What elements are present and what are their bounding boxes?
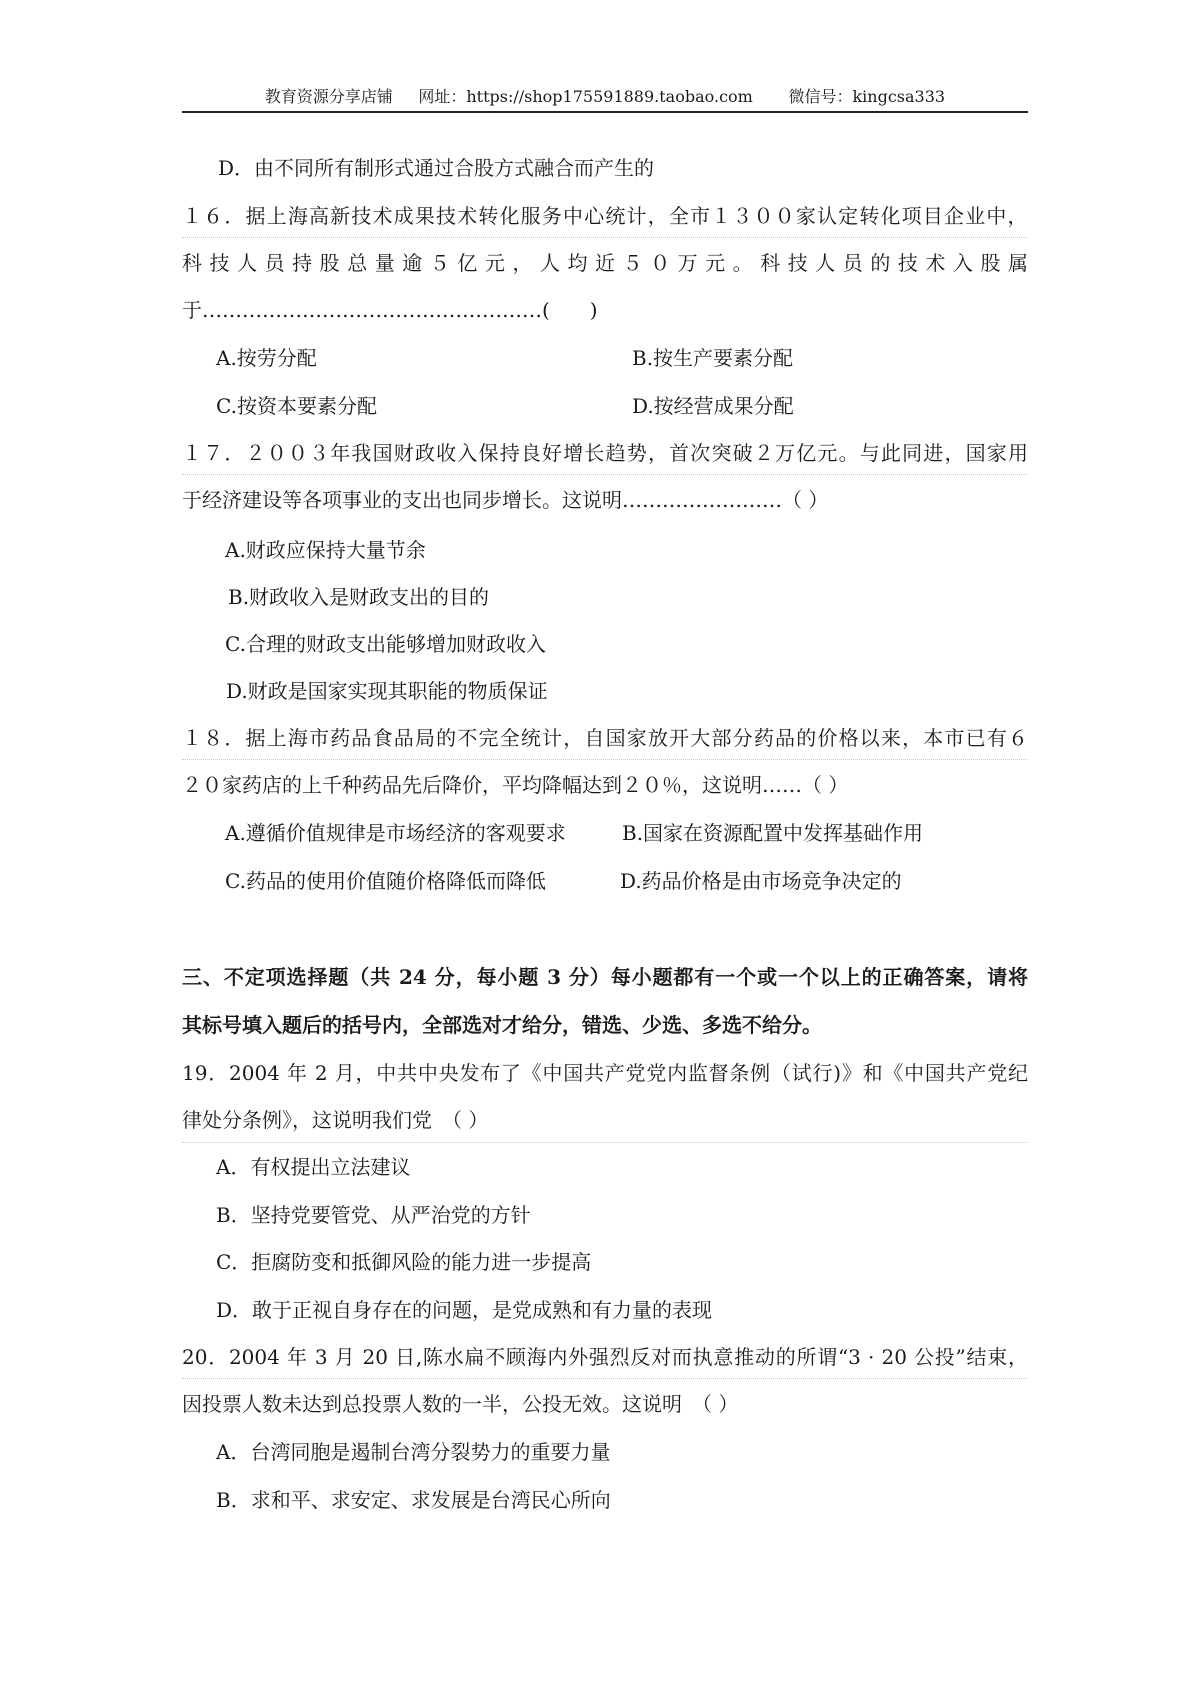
dotted-rule (182, 1378, 1028, 1379)
q18-option-d: D.药品价格是由市场竞争决定的 (620, 869, 902, 893)
q20-option-b: B．求和平、求安定、求发展是台湾民心所向 (216, 1488, 611, 1512)
q19-option-b: B．坚持党要管党、从严治党的方针 (216, 1203, 531, 1227)
q16-stem-line2: 科技人员持股总量逾５亿元，人均近５０万元。科技人员的技术入股属 (182, 251, 1028, 275)
q19-option-d: D．敢于正视自身存在的问题，是党成熟和有力量的表现 (216, 1298, 713, 1322)
dotted-rule (182, 237, 1028, 238)
section3-heading-line2: 其标号填入题后的括号内，全部选对才给分，错选、少选、多选不给分。 (182, 1013, 822, 1037)
q16-stem-line1: １６．据上海高新技术成果技术转化服务中心统计，全市１３００家认定转化项目企业中， (182, 204, 1028, 228)
q19-option-a: A．有权提出立法建议 (216, 1155, 411, 1179)
q20-option-a: A．台湾同胞是遏制台湾分裂势力的重要力量 (216, 1440, 611, 1464)
q19-option-c: C．拒腐防变和抵御风险的能力进一步提高 (216, 1250, 592, 1274)
q18-stem-line2: ２０家药店的上千种药品先后降价，平均降幅达到２０％，这说明……（ ） (182, 773, 849, 797)
dotted-rule (182, 1142, 1028, 1143)
header-wechat: 微信号：kingcsa333 (788, 87, 946, 106)
q18-option-a: A.遵循价值规律是市场经济的客观要求 (225, 821, 566, 845)
q19-stem-line1: 19．2004 年 2 月，中共中央发布了《中国共产党党内监督条例（试行)》和《中国共产党纪 (182, 1061, 1028, 1085)
q16-option-d: D.按经营成果分配 (632, 394, 794, 418)
q17-stem-line2: 于经济建设等各项事业的支出也同步增长。这说明……………………（ ） (182, 488, 829, 512)
section3-heading-line1: 三、不定项选择题（共 24 分，每小题 3 分）每小题都有一个或一个以上的正确答案，请将 (182, 965, 1028, 989)
q17-stem-line1: １７．２００３年我国财政收入保持良好增长趋势，首次突破２万亿元。与此同进，国家用 (182, 441, 1028, 465)
q17-option-b: B.财政收入是财政支出的目的 (228, 585, 490, 609)
q18-option-c: C.药品的使用价值随价格降低而降低 (225, 869, 546, 893)
dotted-rule (182, 474, 1028, 475)
header-site: 网址：https://shop175591889.taobao.com (418, 87, 753, 106)
q16-option-c: C.按资本要素分配 (216, 394, 377, 418)
q16-stem-line3: 于……………………………………………( ) (182, 298, 598, 322)
header-shop: 教育资源分享店铺 (264, 87, 393, 106)
q20-stem-line1: 20．2004 年 3 月 20 日,陈水扁不顾海内外强烈反对而执意推动的所谓“3 · 20 公投”结束， (182, 1345, 1028, 1369)
page-header (182, 86, 1028, 108)
q17-option-d: D.财政是国家实现其职能的物质保证 (226, 679, 548, 703)
header-rule (182, 111, 1028, 113)
q16-option-a: A.按劳分配 (216, 346, 317, 370)
q20-stem-line2: 因投票人数未达到总投票人数的一半，公投无效。这说明 （ ） (182, 1392, 739, 1416)
q15-option-d: D．由不同所有制形式通过合股方式融合而产生的 (218, 156, 655, 180)
q18-option-b: B.国家在资源配置中发挥基础作用 (622, 821, 924, 845)
q17-option-c: C.合理的财政支出能够增加财政收入 (225, 632, 546, 656)
q17-option-a: A.财政应保持大量节余 (225, 538, 426, 562)
q18-stem-line1: １８．据上海市药品食品局的不完全统计，自国家放开大部分药品的价格以来，本市已有６ (182, 726, 1028, 750)
dotted-rule (182, 759, 1028, 760)
q19-stem-line2: 律处分条例》，这说明我们党 （ ） (182, 1108, 489, 1132)
q16-option-b: B.按生产要素分配 (632, 346, 794, 370)
